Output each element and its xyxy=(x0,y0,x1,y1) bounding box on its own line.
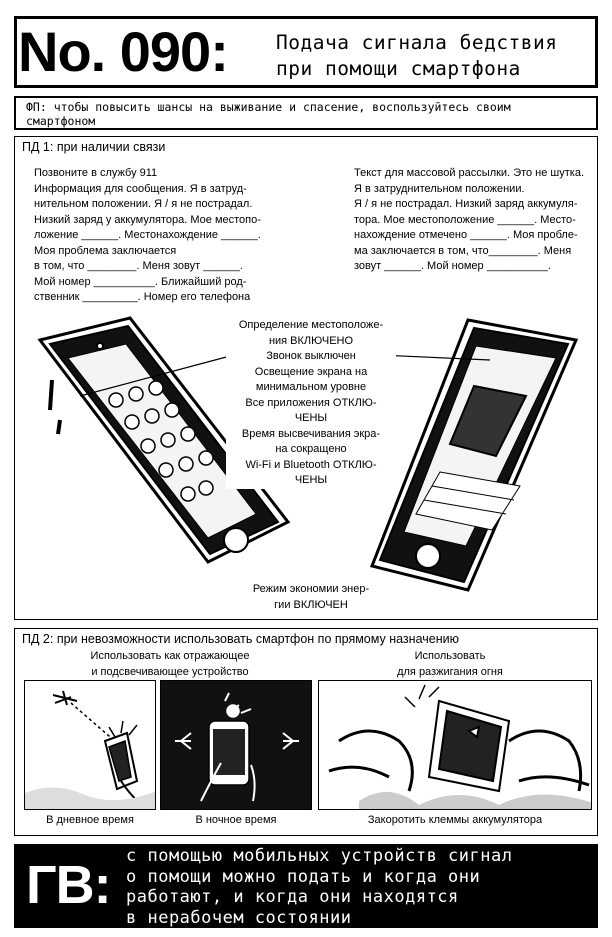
conclusion-label: ГВ: xyxy=(26,855,111,915)
call-line: Низкий заряд у аккумулятора. Мое местопо- xyxy=(34,213,261,226)
call-line: Позвоните в службу 911 xyxy=(34,167,158,179)
fire-title-line: Использовать xyxy=(414,650,486,662)
setting-line: Все приложения ОТКЛЮ- xyxy=(245,396,377,409)
page-title xyxy=(276,30,558,82)
sms-text xyxy=(354,166,590,275)
sms-line: зовут ______. Мой номер __________. xyxy=(354,260,551,272)
setting-line: Время высвечивания экра- xyxy=(241,427,381,440)
conclusion-line: работают, и когда они находятся xyxy=(126,887,459,907)
setting-line: ЧЕНЫ xyxy=(294,412,328,424)
daytime-panel xyxy=(24,680,156,810)
call-line: нительном положении. Я / я не пострадал. xyxy=(34,198,253,210)
purpose-line-2: смартфоном xyxy=(26,114,96,128)
conclusion-line: с помощью мобильных устройств сигнал xyxy=(126,846,513,866)
title-line-1: Подача сигнала бедствия xyxy=(276,31,558,54)
power-line: гии ВКЛЮЧЕН xyxy=(274,598,348,611)
battery-short-fire-icon xyxy=(319,681,592,810)
sms-line: тора. Мое местоположение ______. Место- xyxy=(354,213,576,226)
call-line: ственник _________. Номер его телефона xyxy=(34,291,251,303)
conclusion-line: в нерабочем состоянии xyxy=(126,907,352,928)
conclusion-line: о помощи можно подать и когда они xyxy=(126,866,481,887)
nighttime-caption: В ночное время xyxy=(195,814,277,826)
sms-line: ма заключается в том, что________. Меня xyxy=(354,244,572,257)
power-line: Режим экономии энер- xyxy=(252,583,370,595)
call-line: ложение ______. Местонахождение ______. xyxy=(34,229,261,241)
keyboard-phone-icon xyxy=(372,320,576,590)
sms-line: Я / я не пострадал. Низкий заряд аккумуля- xyxy=(354,198,578,210)
plane-reflection-icon xyxy=(25,681,156,810)
sms-line: Текст для массовой рассылки. Это не шутка. xyxy=(354,167,585,179)
purpose-line-1: ФП: чтобы повысить шансы на выживание и спасение, воспользуйтесь своим xyxy=(26,100,511,114)
guide-number: No. 090: xyxy=(18,20,228,83)
sms-line: нахождение отмечено ______. Моя пробле- xyxy=(354,229,578,241)
setting-line: минимальном уровне xyxy=(255,381,367,393)
setting-line: Wi-Fi и Bluetooth ОТКЛЮ- xyxy=(245,458,377,471)
setting-line: ния ВКЛЮЧЕНО xyxy=(268,334,354,347)
setting-line: Определение местоположе- xyxy=(238,319,384,331)
title-line-2: при помощи смартфона xyxy=(276,57,521,80)
call-line: Информация для сообщения. Я в затруд- xyxy=(34,182,247,195)
fire-title-line: для разжигания огня xyxy=(397,665,503,678)
conclusion-text xyxy=(126,846,596,928)
nighttime-panel xyxy=(160,680,312,810)
fire-panel xyxy=(318,680,592,810)
setting-line: Звонок выключен xyxy=(266,350,356,362)
setting-line: Освещение экрана на xyxy=(254,365,368,378)
power-saving-note xyxy=(236,582,386,613)
call-line: Моя проблема заключается xyxy=(34,244,177,257)
setting-line: на сокращено xyxy=(275,443,347,455)
call-line: в том, что ________. Меня зовут ______. xyxy=(34,260,243,272)
purpose-box xyxy=(14,96,598,130)
call-911-text xyxy=(34,166,274,306)
phone-settings-list xyxy=(226,318,396,489)
fire-title xyxy=(370,649,530,680)
daytime-caption: В дневное время xyxy=(46,814,134,826)
section2-label: ПД 2: при невозможности использовать смартфон по прямому назначению xyxy=(22,632,459,646)
reflect-title-line: Использовать как отражающее xyxy=(90,650,250,662)
setting-line: ЧЕНЫ xyxy=(294,474,328,486)
battery-short-caption: Закоротить клеммы аккумулятора xyxy=(367,814,543,826)
reflect-title-line: и подсвечивающее устройство xyxy=(91,665,249,678)
section1-label: ПД 1: при наличии связи xyxy=(22,140,166,154)
sms-line: Я в затруднительном положении. xyxy=(354,182,525,195)
reflect-title xyxy=(60,649,280,680)
call-line: Мой номер __________. Ближайший род- xyxy=(34,275,247,288)
flashlight-phone-icon xyxy=(161,681,312,810)
